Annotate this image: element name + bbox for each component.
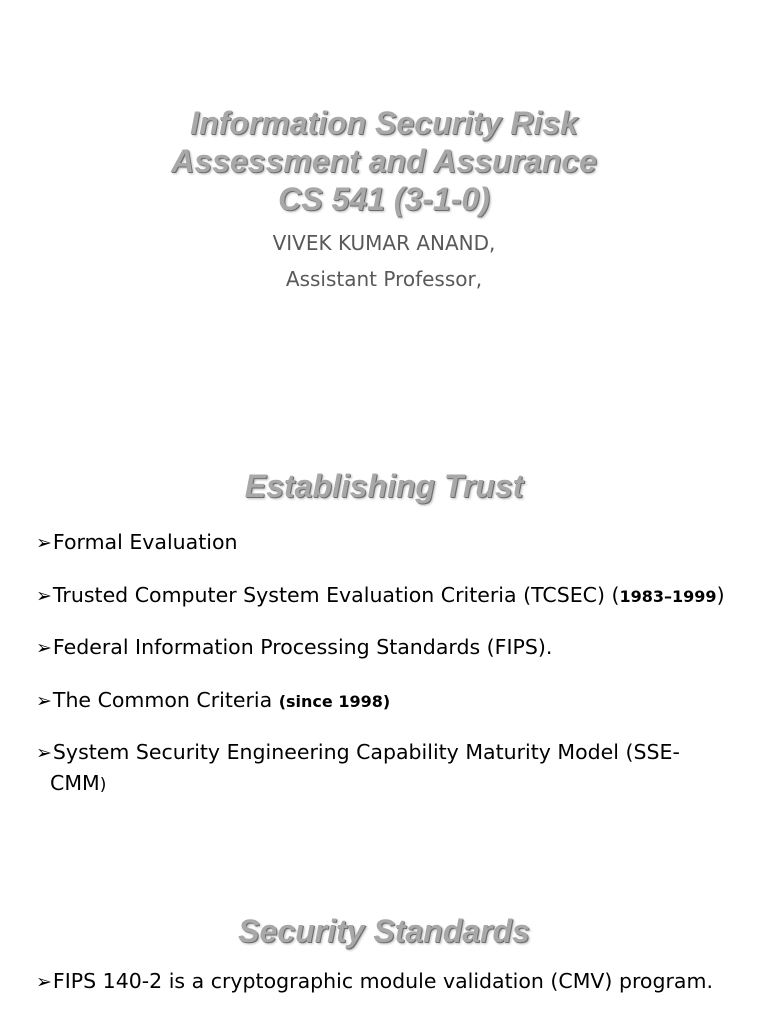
bullet-text: System Security Engineering Capability Maturity Model (SSE- (52, 740, 680, 764)
bullet-tail: ) (716, 583, 725, 607)
list-item (36, 966, 736, 997)
arrow-bullet-icon: ➢ (36, 585, 52, 607)
list-item (36, 632, 736, 663)
arrow-bullet-icon: ➢ (36, 532, 52, 554)
author-role: Assistant Professor, (285, 267, 483, 291)
arrow-bullet-icon: ➢ (36, 637, 52, 659)
establishing-trust-heading: Establishing Trust (244, 468, 524, 504)
bullet-tail: ) (99, 775, 107, 795)
bullet-text: Federal Information Processing Standards (FIPS). (52, 635, 553, 659)
list-item (36, 737, 736, 800)
bullet-text: Formal Evaluation (52, 530, 238, 554)
bullet-continuation (36, 768, 736, 800)
course-title (0, 104, 768, 218)
arrow-bullet-icon: ➢ (36, 690, 52, 712)
bullet-text: The Common Criteria (52, 688, 279, 712)
bullet-note: (since 1998) (278, 692, 391, 711)
arrow-bullet-icon: ➢ (36, 742, 52, 764)
course-title-line-3: CS 541 (3-1-0) (278, 181, 490, 217)
bullet-continuation-text: CMM (50, 771, 100, 795)
bullet-text: Trusted Computer System Evaluation Criteria (TCSEC) ( (52, 583, 620, 607)
course-title-line-1: Information Security Risk (190, 105, 578, 141)
security-standards-heading: Security Standards (238, 913, 530, 949)
course-title-line-2: Assessment and Assurance (171, 143, 597, 179)
bullet-note: 1983–1999 (619, 587, 717, 606)
arrow-bullet-icon: ➢ (36, 971, 52, 993)
author-name: VIVEK KUMAR ANAND, (272, 231, 496, 255)
list-item (36, 580, 736, 612)
list-item (36, 685, 736, 717)
bullet-text: FIPS 140-2 is a cryptographic module validation (CMV) program. (52, 969, 713, 993)
list-item (36, 527, 736, 558)
